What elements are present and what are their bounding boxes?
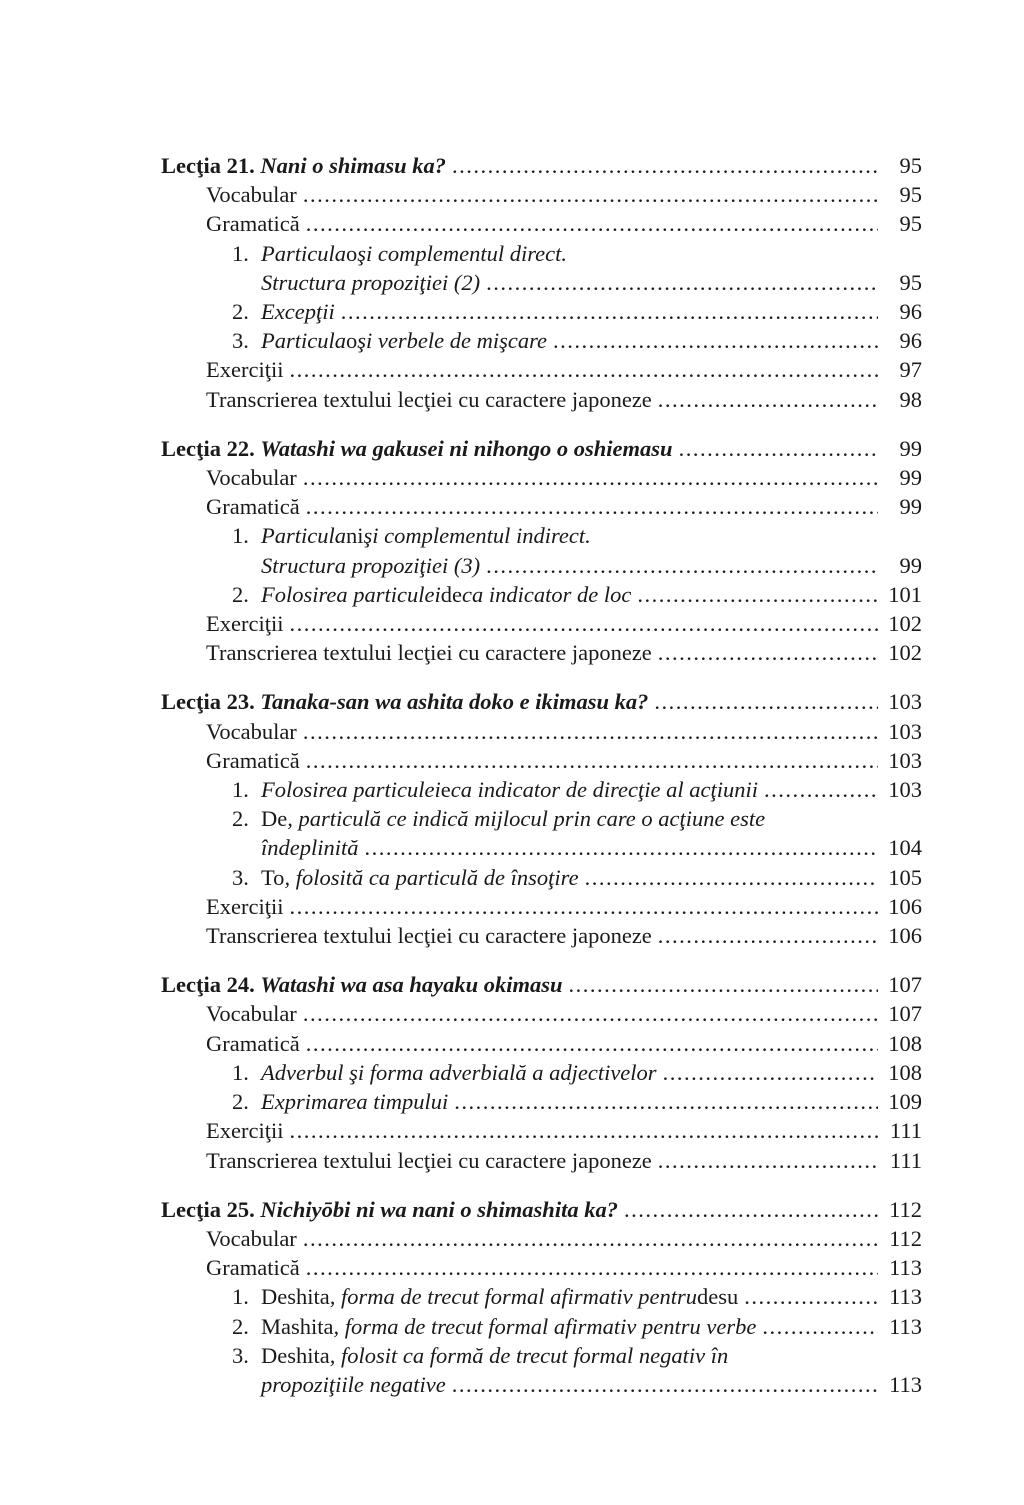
- dot-leader: [289, 892, 878, 921]
- table-of-contents: [161, 151, 922, 1419]
- lesson-label: Lecţia 22.: [161, 435, 255, 461]
- entry-text-part: , folosită ca particulă de însoţire: [284, 864, 579, 890]
- entry-text-part: Adverbul şi forma adverbială a adjectivelor: [261, 1059, 657, 1085]
- dot-leader: [658, 1146, 878, 1175]
- entry-number: 1.: [232, 777, 249, 803]
- entry-text-part: Deshita: [261, 1342, 330, 1368]
- entry-number: 1.: [232, 1284, 249, 1310]
- page-number: 99: [899, 494, 922, 520]
- entry-number: 3.: [232, 864, 249, 890]
- dot-leader: [658, 638, 878, 667]
- entry-text-part: Excepţii: [261, 299, 335, 325]
- entry-text-part: Particula: [261, 240, 346, 266]
- entry-number: 3.: [232, 1342, 249, 1368]
- entry-text: Exerciţii: [206, 357, 284, 383]
- toc-subentry: [161, 804, 922, 833]
- entry-text: Vocabular: [206, 1001, 297, 1027]
- dot-leader: [663, 1058, 878, 1087]
- dot-leader: [624, 1195, 878, 1224]
- page-number: 111: [889, 1118, 922, 1144]
- toc-subentry: [161, 863, 922, 892]
- dot-leader: [289, 355, 878, 384]
- entry-text-part: propoziţiile negative: [261, 1371, 446, 1397]
- entry-text-part: şi verbele de mişcare: [357, 328, 547, 354]
- lesson-title-text: Watashi wa asa hayaku okimasu: [260, 972, 563, 998]
- page-number: 95: [899, 182, 922, 208]
- lesson-title-text: Tanaka-san wa ashita doko e ikimasu ka?: [260, 689, 649, 715]
- toc-entry: [161, 638, 922, 667]
- lesson-heading: [161, 151, 922, 180]
- entry-text: Transcrierea textului lecţiei cu caractere japoneze: [206, 386, 652, 412]
- dot-leader: [585, 863, 878, 892]
- lesson-block: [161, 434, 922, 668]
- lesson-title: [161, 434, 673, 463]
- entry-text-part: , forma de trecut formal afirmativ pentru verbe: [333, 1313, 757, 1339]
- entry-text-part: , particulă ce indică mijlocul prin care o acţiune este: [287, 806, 766, 832]
- lesson-heading: [161, 434, 922, 463]
- entry-text: Vocabular: [206, 718, 297, 744]
- page-number: 108: [888, 1059, 922, 1085]
- entry-text-part: Particula: [261, 328, 346, 354]
- page-number: 97: [899, 357, 922, 383]
- lesson-title-text: Nani o shimasu ka?: [260, 153, 447, 178]
- dot-leader: [306, 1029, 878, 1058]
- toc-entry: [161, 1116, 922, 1145]
- toc-entry: [161, 999, 922, 1028]
- lesson-label: Lecţia 25.: [161, 1196, 255, 1222]
- lesson-label: Lecţia 24.: [161, 972, 255, 998]
- entry-text: Gramatică: [206, 1030, 300, 1056]
- entry-text-part: Structura propoziţiei (2): [261, 269, 481, 295]
- dot-leader: [303, 999, 878, 1028]
- toc-entry: [161, 1253, 922, 1282]
- entry-text: Exerciţii: [206, 611, 284, 637]
- dot-leader: [553, 326, 878, 355]
- entry-text-part: , forma de trecut formal afirmativ pentru: [329, 1284, 697, 1310]
- page-number: 102: [888, 611, 922, 637]
- entry-text-part: Folosirea particulei: [261, 777, 441, 803]
- entry-number: 2.: [232, 299, 249, 325]
- lesson-label: Lecţia 23.: [161, 689, 255, 715]
- lesson-label: Lecţia 21.: [161, 153, 255, 178]
- page-number: 108: [888, 1030, 922, 1056]
- toc-entry: [161, 921, 922, 950]
- entry-number: 2.: [232, 1089, 249, 1115]
- lesson-heading: [161, 687, 922, 716]
- toc-entry: [161, 746, 922, 775]
- dot-leader: [303, 717, 878, 746]
- toc-subentry: [161, 297, 922, 326]
- toc-entry: [161, 492, 922, 521]
- page-number: 112: [889, 1196, 922, 1222]
- entry-number: 1.: [232, 1059, 249, 1085]
- toc-subentry: [161, 521, 922, 550]
- page-number: 98: [899, 386, 922, 412]
- page-number: 102: [888, 640, 922, 666]
- entry-number: 2.: [232, 806, 249, 832]
- page-number: 103: [888, 777, 922, 803]
- entry-text-part: ca indicator de direcţie al acţiunii: [450, 777, 759, 803]
- lesson-title-text: Nichiyōbi ni wa nani o shimashita ka?: [260, 1196, 618, 1222]
- page-number: 112: [889, 1225, 922, 1251]
- lesson-heading: [161, 970, 922, 999]
- page-number: 106: [888, 923, 922, 949]
- dot-leader: [658, 921, 878, 950]
- entry-text-part: De: [261, 806, 288, 832]
- page-number: 99: [899, 552, 922, 578]
- lesson-block: [161, 151, 922, 414]
- page-number: 95: [899, 153, 922, 178]
- dot-leader: [486, 551, 878, 580]
- toc-subentry-continuation: [161, 1370, 922, 1399]
- entry-number: 2.: [232, 581, 249, 607]
- entry-number: 1.: [232, 240, 249, 266]
- page-number: 103: [888, 718, 922, 744]
- page-number: 103: [888, 747, 922, 773]
- entry-text: Gramatică: [206, 211, 300, 237]
- entry-text-part: e: [440, 777, 451, 803]
- dot-leader: [306, 746, 878, 775]
- page-number: 103: [888, 689, 922, 715]
- toc-subentry: [161, 239, 922, 268]
- toc-subentry: [161, 326, 922, 355]
- dot-leader: [658, 385, 878, 414]
- toc-entry: [161, 609, 922, 638]
- page-number: 101: [888, 581, 922, 607]
- dot-leader: [289, 609, 878, 638]
- toc-entry: [161, 717, 922, 746]
- dot-leader: [306, 1253, 878, 1282]
- dot-leader: [744, 1282, 878, 1311]
- page-number: 95: [899, 211, 922, 237]
- entry-text-part: ni: [346, 523, 364, 549]
- dot-leader: [306, 492, 878, 521]
- page-number: 109: [888, 1089, 922, 1115]
- toc-subentry: [161, 580, 922, 609]
- toc-entry: [161, 1029, 922, 1058]
- dot-leader: [303, 1224, 878, 1253]
- dot-leader: [762, 1312, 878, 1341]
- page-number: 107: [888, 1001, 922, 1027]
- lesson-title: [161, 970, 563, 999]
- toc-entry: [161, 385, 922, 414]
- dot-leader: [289, 1116, 878, 1145]
- entry-text-part: Structura propoziţiei (3): [261, 552, 481, 578]
- page-number: 113: [889, 1313, 922, 1339]
- entry-text: Gramatică: [206, 747, 300, 773]
- entry-number: 1.: [232, 523, 249, 549]
- page-number: 113: [889, 1284, 922, 1310]
- page-number: 107: [888, 972, 922, 998]
- entry-text-part: , folosit ca formă de trecut formal negativ în: [329, 1342, 729, 1368]
- toc-entry: [161, 355, 922, 384]
- entry-text-part: Particula: [261, 523, 346, 549]
- toc-subentry-continuation: [161, 268, 922, 297]
- page-number: 111: [889, 1147, 922, 1173]
- entry-text-part: Mashita: [261, 1313, 334, 1339]
- page-number: 113: [889, 1371, 922, 1397]
- dot-leader: [679, 434, 878, 463]
- page-number: 96: [899, 328, 922, 354]
- entry-text-part: şi complementul indirect.: [363, 523, 591, 549]
- dot-leader: [303, 180, 878, 209]
- entry-text: Vocabular: [206, 1225, 297, 1251]
- entry-text: Transcrierea textului lecţiei cu caractere japoneze: [206, 923, 652, 949]
- entry-text-part: Exprimarea timpului: [261, 1089, 449, 1115]
- lesson-title-text: Watashi wa gakusei ni nihongo o oshiemasu: [260, 435, 673, 461]
- toc-entry: [161, 1146, 922, 1175]
- lesson-block: [161, 1195, 922, 1399]
- entry-text-part: To: [261, 864, 285, 890]
- entry-text-part: şi complementul direct.: [357, 240, 567, 266]
- toc-entry: [161, 1224, 922, 1253]
- page-number: 96: [899, 299, 922, 325]
- entry-text-part: o: [346, 240, 358, 266]
- entry-text: Gramatică: [206, 1255, 300, 1281]
- page-number: 106: [888, 893, 922, 919]
- dot-leader: [306, 209, 878, 238]
- entry-text: Exerciţii: [206, 893, 284, 919]
- dot-leader: [452, 1370, 878, 1399]
- toc-subentry: [161, 1282, 922, 1311]
- toc-subentry: [161, 1087, 922, 1116]
- toc-subentry: [161, 775, 922, 804]
- entry-text: Gramatică: [206, 494, 300, 520]
- entry-text-part: Deshita: [261, 1284, 330, 1310]
- entry-text: Vocabular: [206, 182, 297, 208]
- page-number: 113: [889, 1255, 922, 1281]
- toc-entry: [161, 180, 922, 209]
- toc-entry: [161, 209, 922, 238]
- entry-text: Transcrierea textului lecţiei cu caractere japoneze: [206, 640, 652, 666]
- entry-text-part: îndeplinită: [261, 835, 359, 861]
- lesson-title: [161, 1195, 618, 1224]
- lesson-title: [161, 687, 648, 716]
- toc-subentry: [161, 1058, 922, 1087]
- lesson-block: [161, 970, 922, 1174]
- toc-subentry: [161, 1341, 922, 1370]
- entry-number: 3.: [232, 328, 249, 354]
- entry-text-part: o: [346, 328, 358, 354]
- dot-leader: [341, 297, 878, 326]
- toc-subentry-continuation: [161, 833, 922, 862]
- dot-leader: [569, 970, 878, 999]
- toc-subentry: [161, 1312, 922, 1341]
- entry-text-part: Folosirea particulei: [261, 581, 441, 607]
- entry-text: Vocabular: [206, 465, 297, 491]
- page-number: 99: [899, 435, 922, 461]
- page-number: 99: [899, 465, 922, 491]
- toc-subentry-continuation: [161, 551, 922, 580]
- dot-leader: [637, 580, 878, 609]
- toc-entry: [161, 463, 922, 492]
- entry-text: Exerciţii: [206, 1118, 284, 1144]
- entry-text: Transcrierea textului lecţiei cu caractere japoneze: [206, 1147, 652, 1173]
- entry-number: 2.: [232, 1313, 249, 1339]
- entry-text-part: de: [440, 581, 463, 607]
- dot-leader: [454, 1087, 878, 1116]
- dot-leader: [486, 268, 878, 297]
- page-number: 104: [888, 835, 922, 861]
- dot-leader: [365, 833, 879, 862]
- entry-text-part: ca indicator de loc: [462, 581, 632, 607]
- dot-leader: [654, 687, 878, 716]
- page-number: 105: [888, 864, 922, 890]
- page-number: 95: [899, 269, 922, 295]
- dot-leader: [452, 151, 878, 180]
- lesson-block: [161, 687, 922, 950]
- toc-entry: [161, 892, 922, 921]
- dot-leader: [764, 775, 878, 804]
- lesson-heading: [161, 1195, 922, 1224]
- lesson-title: [161, 151, 446, 180]
- entry-text-part: desu: [697, 1284, 739, 1310]
- dot-leader: [303, 463, 878, 492]
